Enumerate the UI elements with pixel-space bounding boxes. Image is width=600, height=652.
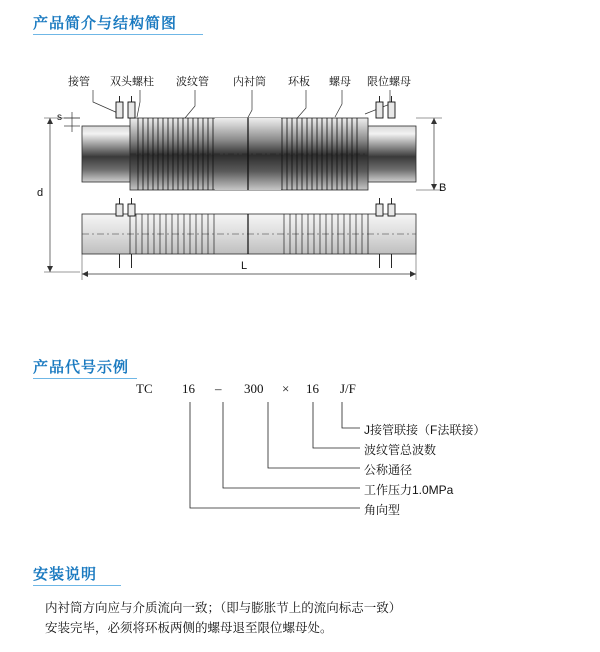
- code-token-4: ×: [282, 381, 290, 396]
- code-description-2: 公称通径: [364, 463, 413, 477]
- callout-label-4: 环板: [288, 76, 310, 88]
- dimension-label-B: B: [439, 182, 447, 194]
- callout-label-3: 内衬筒: [233, 76, 266, 88]
- dimension-label-d: d: [37, 187, 44, 199]
- section-title-intro: 产品简介与结构简图: [33, 15, 178, 32]
- callout-label-2: 波纹管: [176, 76, 209, 88]
- code-token-2: –: [215, 381, 222, 396]
- code-token-0: TC: [136, 381, 153, 396]
- code-description-4: 角向型: [364, 503, 401, 517]
- code-description-1: 波纹管总波数: [364, 443, 437, 457]
- code-description-0: J接管联接（F法联接）: [364, 423, 486, 437]
- section-title-code: 产品代号示例: [33, 359, 130, 376]
- callout-label-6: 限位螺母: [367, 76, 411, 88]
- section-title-install: 安装说明: [33, 566, 98, 583]
- code-token-1: 16: [182, 381, 195, 396]
- callout-label-5: 螺母: [329, 76, 351, 88]
- install-note-1: 安装完毕，必须将环板两侧的螺母退至限位螺母处。: [45, 621, 333, 635]
- dimension-label-L: L: [241, 260, 248, 272]
- code-description-3: 工作压力1.0MPa: [364, 483, 454, 497]
- structure-diagram: [30, 62, 570, 284]
- callout-label-0: 接管: [68, 76, 90, 88]
- installation-notes: [45, 598, 565, 638]
- section-underline-intro: [33, 34, 203, 35]
- code-token-5: 16: [306, 381, 319, 396]
- code-token-3: 300: [244, 381, 264, 396]
- dimension-label-s: s: [57, 112, 62, 123]
- product-code-example: [30, 382, 570, 542]
- callout-label-1: 双头螺柱: [110, 76, 154, 88]
- install-note-0: 内衬筒方向应与介质流向一致；（即与膨胀节上的流向标志一致）: [45, 601, 402, 615]
- section-underline-install: [33, 585, 121, 586]
- section-underline-code: [33, 378, 137, 379]
- code-leader-lines: [190, 402, 360, 508]
- code-token-6: J/F: [340, 381, 356, 396]
